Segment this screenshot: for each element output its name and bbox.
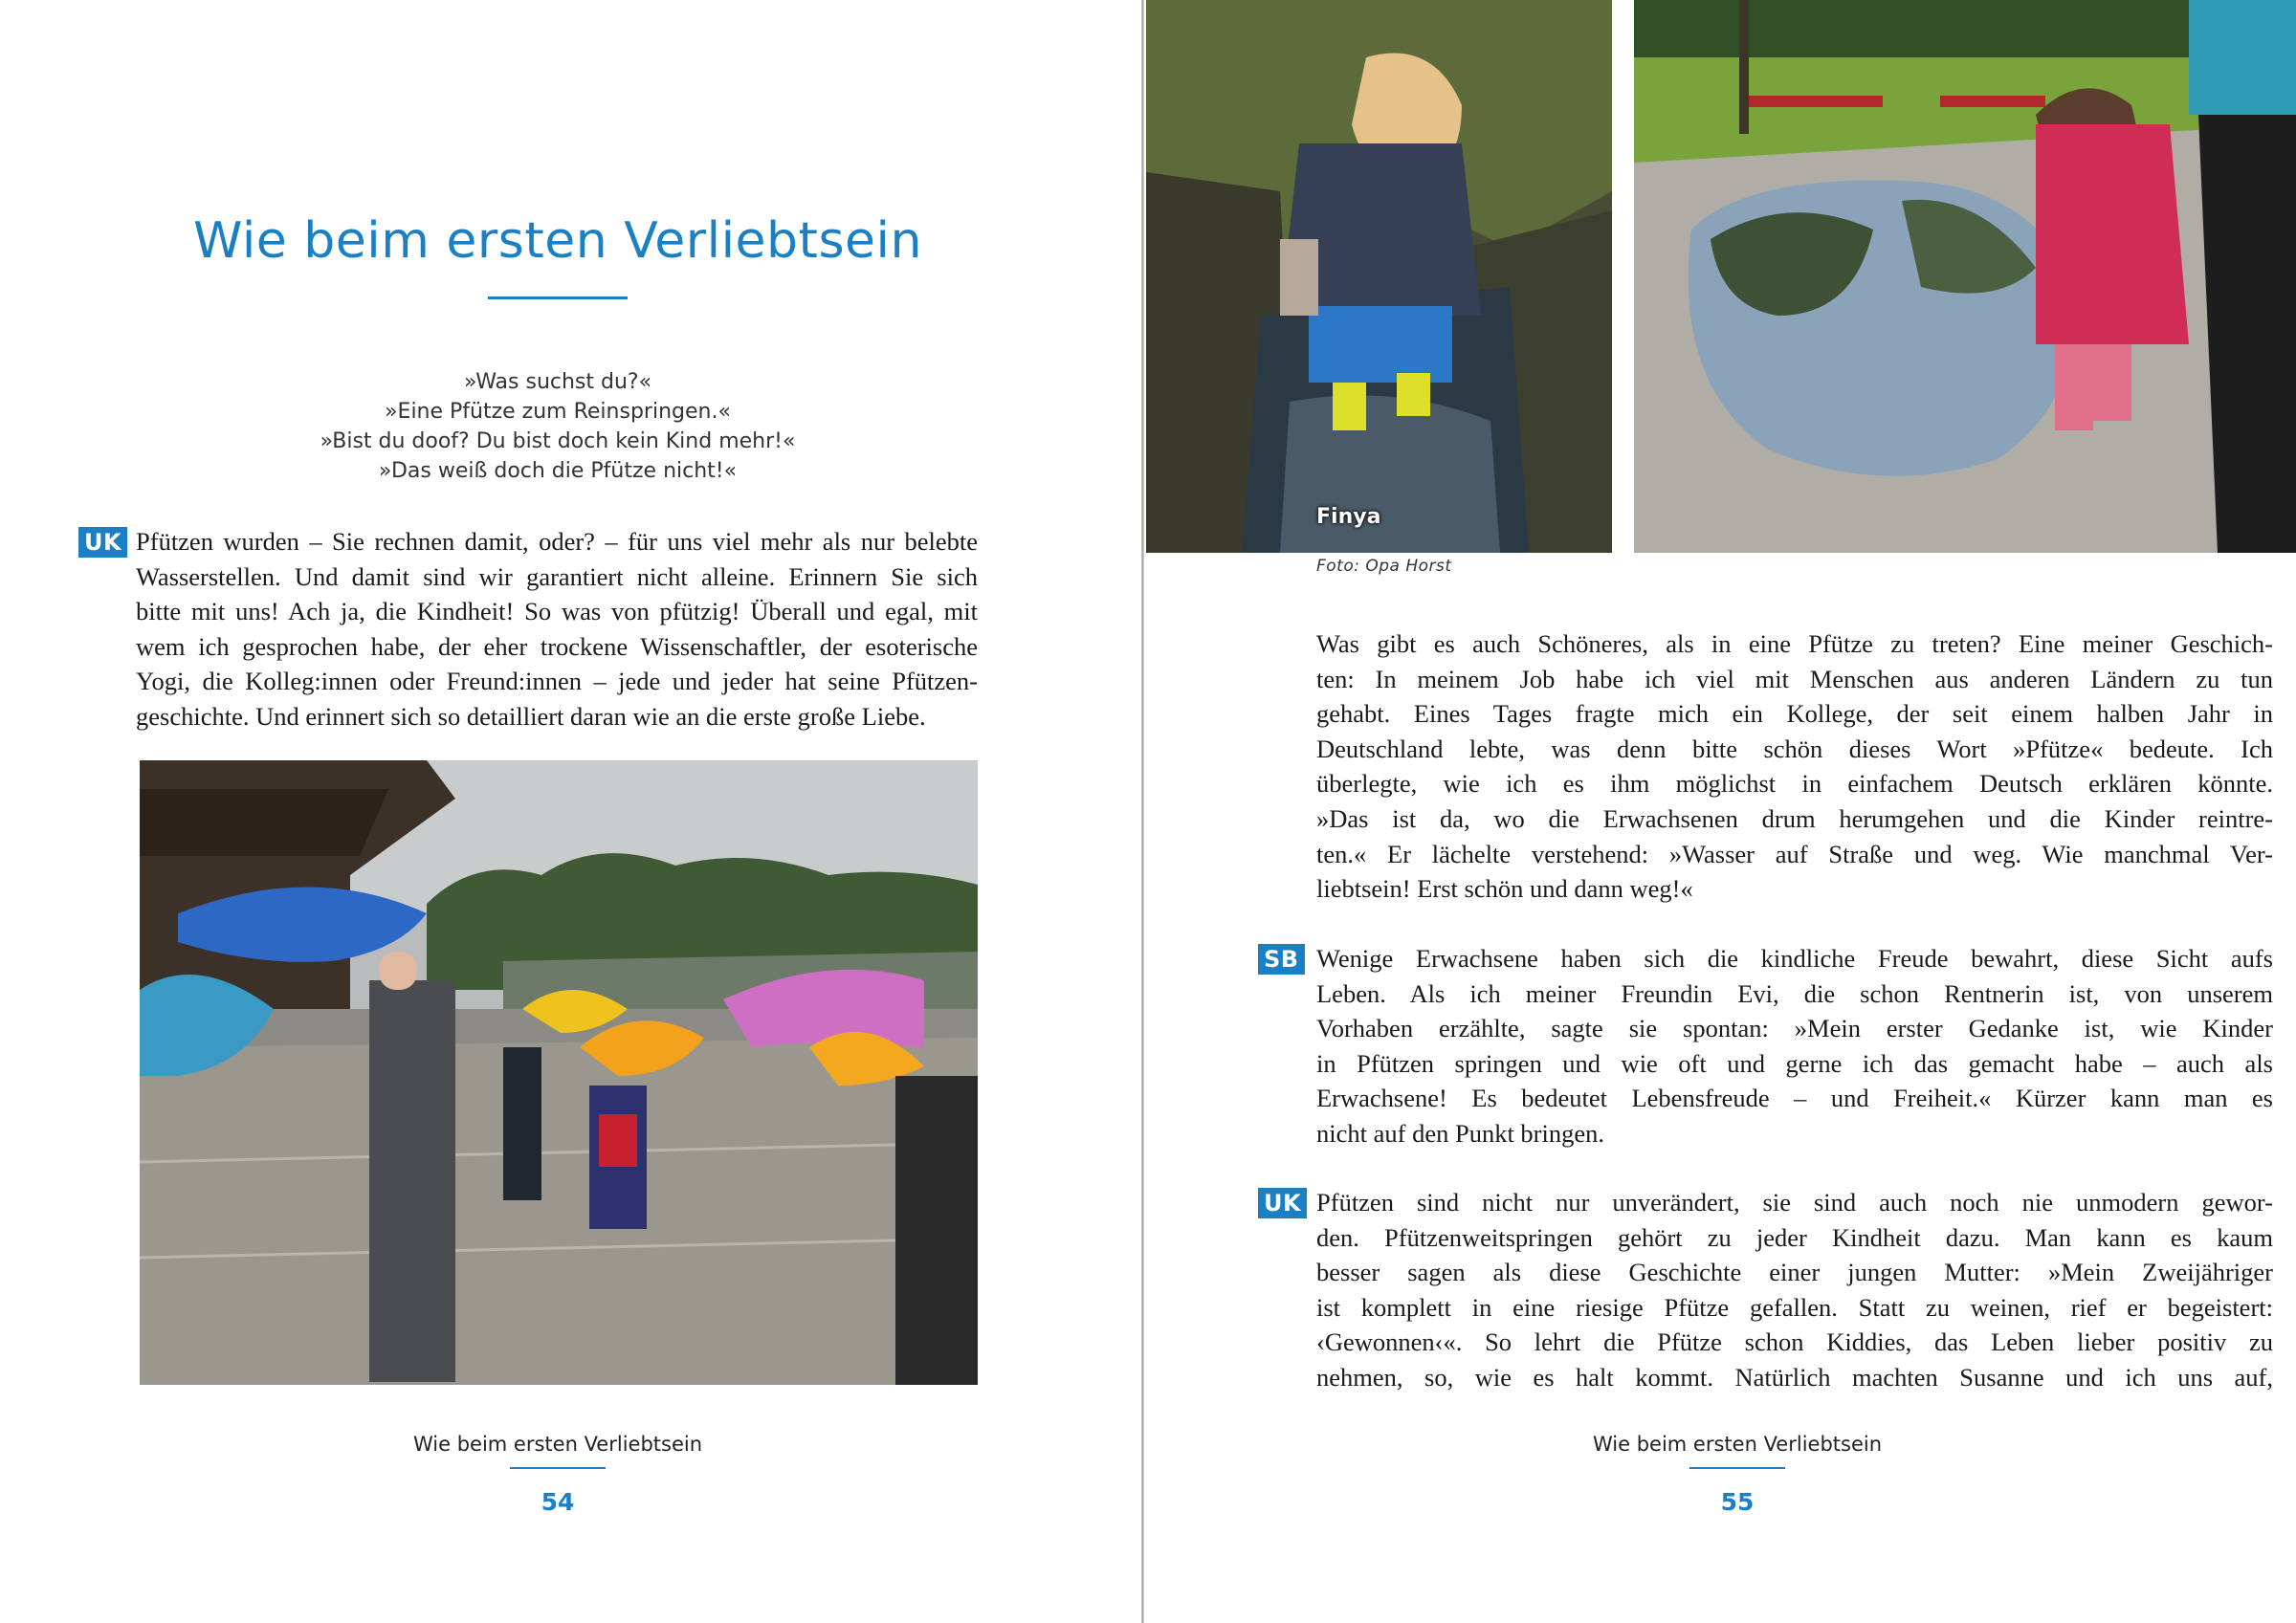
text-line: »Das ist da, wo die Erwachsenen drum herumgehen und die Kinder reintre- bbox=[1316, 803, 2273, 833]
text-line: besser sagen als diese Geschichte einer jungen Mutter: »Mein Zweijähriger bbox=[1316, 1258, 2273, 1287]
author-badge-uk: UK bbox=[78, 527, 127, 558]
epigraph-line: »Bist du doof? Du bist doch kein Kind mehr!« bbox=[320, 429, 796, 453]
child-stream-photo bbox=[1146, 0, 1612, 553]
paragraph bbox=[136, 524, 978, 735]
paragraph bbox=[1316, 941, 2273, 1151]
text-line: Yogi, die Kolleg:innen oder Freund:innen – jede und jeder hat seine Pfützen- bbox=[136, 667, 978, 696]
footer-divider bbox=[1689, 1467, 1785, 1469]
text-line: Wenige Erwachsene haben sich die kindliche Freude bewahrt, diese Sicht aufs bbox=[1316, 944, 2273, 973]
puddle-park-photo bbox=[1634, 0, 2296, 553]
chapter-title: Wie beim ersten Verliebtsein bbox=[193, 212, 922, 270]
epigraph-line: »Was suchst du?« bbox=[463, 370, 652, 394]
text-line: geschichte. Und erinnert sich so detailliert daran wie an die erste große Liebe. bbox=[136, 701, 926, 731]
page-number: 54 bbox=[541, 1488, 575, 1516]
paragraph bbox=[1316, 1185, 2273, 1395]
text-line: nehmen, so, wie es halt kommt. Natürlich machten Susanne und ich uns auf, bbox=[1316, 1362, 2273, 1392]
left-page bbox=[0, 0, 1144, 1623]
author-badge-sb: SB bbox=[1258, 944, 1305, 975]
text-line: Leben. Als ich meiner Freundin Evi, die schon Rentnerin ist, von unserem bbox=[1316, 978, 2273, 1008]
text-line: Erwachsene! Es bedeutet Lebensfreude – und Freiheit.« Kürzer kann man es bbox=[1316, 1084, 2273, 1113]
text-line: gehabt. Eines Tages fragte mich ein Kollege, der seit einem halben Jahr in bbox=[1316, 699, 2273, 729]
text-line: ten: In meinem Job habe ich viel mit Menschen aus anderen Ländern zu tun bbox=[1316, 664, 2273, 693]
text-line: nicht auf den Punkt bringen. bbox=[1316, 1118, 1605, 1148]
text-line: ‹Gewonnen‹«. So lehrt die Pfütze schon Kiddies, das Leben lieber positiv zu bbox=[1316, 1327, 2273, 1357]
text-line: überlegte, wie ich es ihm möglichst in einfachem Deutsch erklären könnte. bbox=[1316, 769, 2273, 799]
photo-caption-name: Finya bbox=[1316, 505, 1381, 529]
text-line: Deutschland lebte, was denn bitte schön dieses Wort »Pfütze« bedeute. Ich bbox=[1316, 734, 2273, 763]
page-number: 55 bbox=[1720, 1488, 1755, 1516]
paragraph bbox=[1316, 626, 2273, 907]
text-line: Pfützen wurden – Sie rechnen damit, oder? – für uns viel mehr als nur belebte bbox=[136, 527, 978, 556]
text-line: bitte mit uns! Ach ja, die Kindheit! So was von pfützig! Überall und egal, mit bbox=[136, 597, 978, 626]
epigraph bbox=[0, 367, 1115, 486]
text-line: Pfützen sind nicht nur unverändert, sie sind auch noch nie unmodern gewor- bbox=[1316, 1188, 2273, 1217]
epigraph-line: »Eine Pfütze zum Reinspringen.« bbox=[385, 400, 731, 424]
text-line: in Pfützen springen und wie oft und gerne ich das gemacht habe – auch als bbox=[1316, 1048, 2273, 1078]
umbrella-photo bbox=[140, 760, 978, 1385]
title-divider bbox=[488, 296, 628, 299]
text-line: ten.« Er lächelte verstehend: »Wasser auf Straße und weg. Wie manchmal Ver- bbox=[1316, 839, 2273, 868]
text-line: Vorhaben erzählte, sagte sie spontan: »Mein erster Gedanke ist, wie Kinder bbox=[1316, 1014, 2273, 1043]
photo-credit: Foto: Opa Horst bbox=[1316, 557, 1452, 576]
epigraph-line: »Das weiß doch die Pfütze nicht!« bbox=[378, 459, 738, 483]
text-line: ist komplett in eine riesige Pfütze gefallen. Statt zu weinen, rief er begeistert: bbox=[1316, 1292, 2273, 1322]
text-line: liebtsein! Erst schön und dann weg!« bbox=[1316, 874, 1693, 904]
text-line: den. Pfützenweitspringen gehört zu jeder Kindheit dazu. Man kann es kaum bbox=[1316, 1222, 2273, 1252]
author-badge-uk: UK bbox=[1258, 1188, 1307, 1218]
running-footer-title: Wie beim ersten Verliebtsein bbox=[1592, 1433, 1883, 1456]
text-line: Wasserstellen. Und damit sind wir garantiert nicht alleine. Erinnern Sie sich bbox=[136, 561, 978, 591]
footer-divider bbox=[510, 1467, 606, 1469]
text-line: Was gibt es auch Schöneres, als in eine Pfütze zu treten? Eine meiner Geschich- bbox=[1316, 629, 2273, 658]
running-footer-title: Wie beim ersten Verliebtsein bbox=[412, 1433, 703, 1456]
text-line: wem ich gesprochen habe, der eher trockene Wissenschaftler, der esoterische bbox=[136, 631, 978, 661]
